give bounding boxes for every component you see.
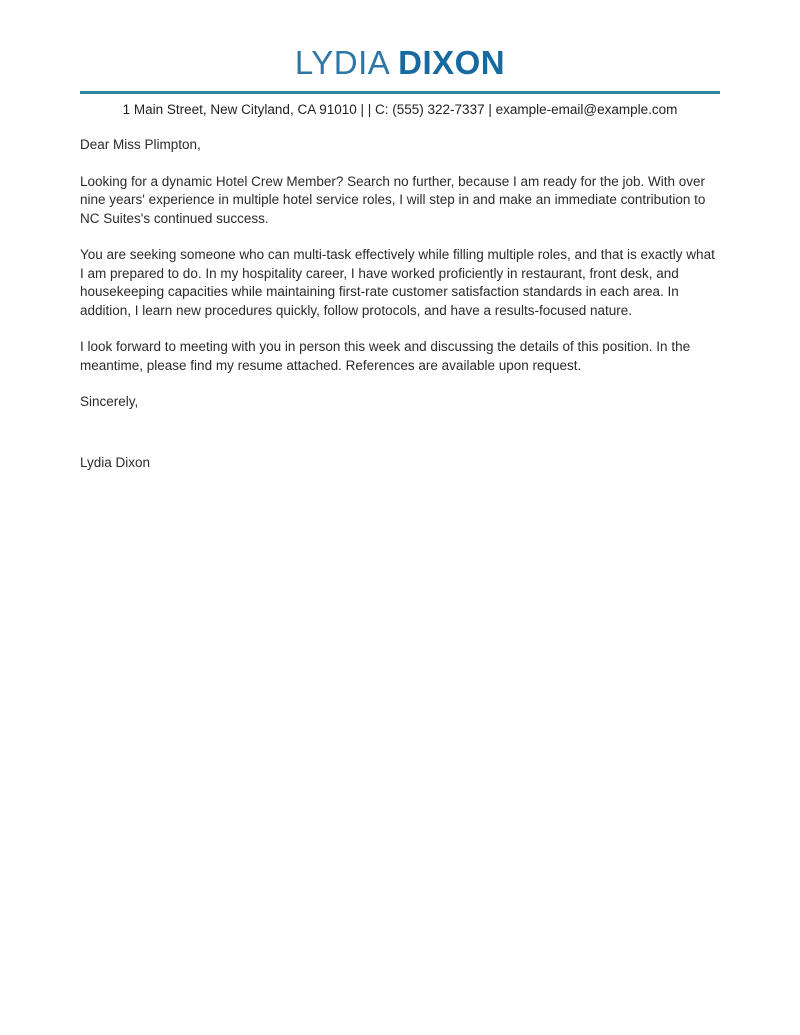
first-name-text: LYDIA [294, 44, 389, 81]
signature-name: Lydia Dixon [80, 454, 151, 470]
contact-info-line: 1 Main Street, New Cityland, CA 91010 | | C: (555) 322-7337 | example-email@example.com [122, 102, 678, 117]
paragraph-intro: Looking for a dynamic Hotel Crew Member? Search no further, because I am ready for the job. With over nine years' experience in multiple hotel service roles, I will step in and make an immediate contribution to NC Suites's continued success. [80, 173, 706, 226]
salutation: Dear Miss Plimpton, [80, 137, 201, 152]
header-divider [80, 91, 720, 94]
last-name-text: DIXON [398, 44, 506, 81]
closing-valediction: Sincerely, [80, 394, 139, 409]
letter-body [80, 136, 716, 472]
page-title [0, 44, 800, 82]
paragraph-skills: You are seeking someone who can multi-task effectively while filling multiple roles, and that is exactly what I am prepared to do. In my hospitality career, I have worked proficiently in restaurant, front desk, and housekeeping capacities while maintaining first-rate customer satisfaction standards in each area. In addition, I learn new procedures quickly, follow protocols, and have a results-focused nature. [80, 247, 715, 318]
paragraph-closing: I look forward to meeting with you in person this week and discussing the details of this position. In the meantime, please find my resume attached. References are available upon request. [80, 339, 691, 373]
